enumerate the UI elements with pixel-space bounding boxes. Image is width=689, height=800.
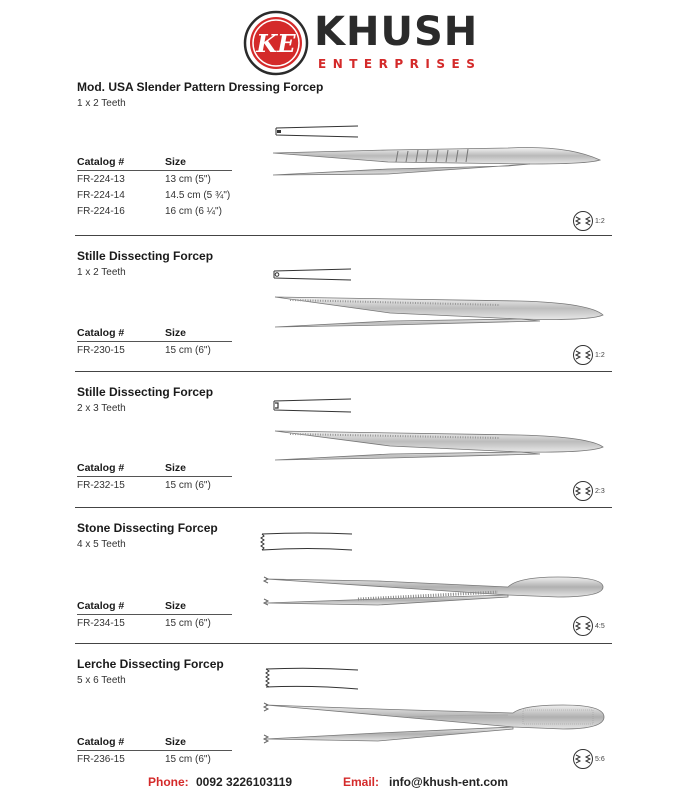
forcep-image [268,142,608,184]
brand-subtitle: ENTERPRISES [318,57,482,71]
product-title: Stille Dissecting Forcep [77,249,214,263]
teeth-ratio-icon [572,344,594,366]
table-row [77,615,232,631]
jaw-detail-icon [272,124,364,140]
product-teeth: 4 x 5 Teeth [77,539,126,550]
product-title: Lerche Dissecting Forcep [77,657,224,671]
product-teeth: 2 x 3 Teeth [77,403,126,414]
email-label: Email: [343,775,380,789]
catalog-number: FR-224-14 [77,190,125,201]
section-divider [75,235,612,236]
product-teeth: 5 x 6 Teeth [77,675,126,686]
table-row [77,477,232,493]
size-header: Size [165,462,187,474]
product-title: Stone Dissecting Forcep [77,521,218,535]
table-row [77,203,232,219]
product-teeth: 1 x 2 Teeth [77,267,126,278]
catalog-number: FR-236-15 [77,754,125,765]
email-link[interactable]: info@khush-ent.com [389,775,509,789]
size-value: 15 cm (6") [165,754,211,765]
catalog-table [77,462,232,493]
forcep-image [258,571,608,613]
table-row [77,751,232,767]
jaw-detail-icon [258,531,356,553]
catalog-header: Catalog # [77,600,125,612]
teeth-ratio-icon [572,615,594,637]
section-divider [75,371,612,372]
size-header: Size [165,327,187,339]
catalog-number: FR-234-15 [77,618,125,629]
teeth-ratio-label: 5:6 [595,756,605,763]
size-value: 14.5 cm (5 ¾") [165,190,231,201]
product-section-2 [0,249,689,369]
teeth-ratio-icon [572,210,594,232]
catalog-number: FR-232-15 [77,480,125,491]
teeth-ratio-label: 1:2 [595,218,605,225]
size-header: Size [165,156,187,168]
size-header: Size [165,736,187,748]
phone-label: Phone: [148,775,189,789]
catalog-header: Catalog # [77,156,125,168]
size-value: 13 cm (5") [165,174,211,185]
jaw-detail-icon [262,665,362,691]
forcep-image [270,425,608,465]
teeth-ratio-label: 4:5 [595,623,605,630]
catalog-number: FR-230-15 [77,345,125,356]
catalog-number: FR-224-16 [77,206,125,217]
catalog-table [77,327,232,358]
teeth-ratio-icon [572,480,594,502]
product-section-1 [0,80,689,240]
jaw-detail-icon [271,267,355,283]
product-section-3 [0,385,689,505]
product-section-5 [0,657,689,775]
size-value: 15 cm (6") [165,618,211,629]
forcep-image [270,291,608,331]
catalog-header: Catalog # [77,462,125,474]
table-row [77,342,232,358]
product-title: Stille Dissecting Forcep [77,385,214,399]
size-header: Size [165,600,187,612]
teeth-ratio-label: 2:3 [595,488,605,495]
table-row [77,187,232,203]
catalog-table [77,736,232,767]
footer-contact [0,775,689,795]
size-value: 15 cm (6") [165,345,211,356]
size-value: 16 cm (6 ¼") [165,206,222,217]
catalog-number: FR-224-13 [77,174,125,185]
jaw-detail-icon [271,397,355,415]
product-title: Mod. USA Slender Pattern Dressing Forcep [77,80,324,94]
catalog-header: Catalog # [77,736,125,748]
product-section-4 [0,521,689,641]
size-value: 15 cm (6") [165,480,211,491]
brand-name: KHUSH [314,9,479,55]
section-divider [75,507,612,508]
section-divider [75,643,612,644]
brand-logo-icon [243,10,309,76]
catalog-table [77,156,232,219]
table-row [77,171,232,187]
header [0,0,689,82]
catalog-header: Catalog # [77,327,125,339]
phone-number: 0092 3226103119 [196,775,293,789]
forcep-image [258,699,608,747]
teeth-ratio-label: 1:2 [595,352,605,359]
teeth-ratio-icon [572,748,594,770]
catalog-table [77,600,232,631]
brand-monogram: KE [256,29,296,58]
product-teeth: 1 x 2 Teeth [77,98,126,109]
